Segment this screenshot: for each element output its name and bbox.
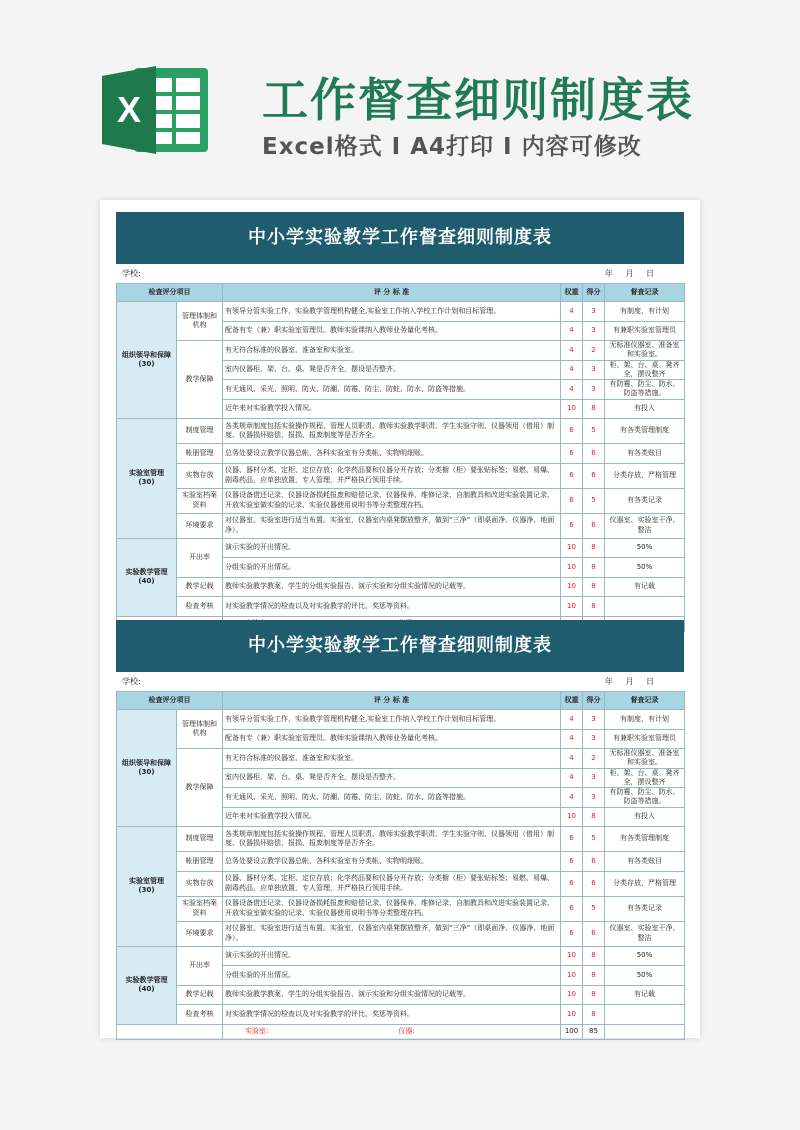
subitem-cell: 教学记载 xyxy=(177,985,223,1005)
criteria-cell: 对实验教学情况的检查以及对实验教学的评比、奖惩等资料。 xyxy=(223,597,561,617)
subitem-cell: 实物存放 xyxy=(177,871,223,896)
criteria-cell: 有无符合标准的仪器室、准备室和实验室。 xyxy=(223,749,561,769)
hero-title: 工作督查细则制度表 xyxy=(262,73,694,127)
total-record xyxy=(605,1024,685,1039)
excel-logo-icon xyxy=(100,64,212,156)
header-item: 检查评分项目 xyxy=(117,692,223,710)
subitem-cell: 制度管理 xyxy=(177,419,223,444)
score-cell[interactable]: 6 xyxy=(583,444,605,464)
table-row xyxy=(117,463,685,488)
weight-cell[interactable]: 4 xyxy=(561,341,583,361)
score-cell[interactable]: 3 xyxy=(583,729,605,749)
score-cell[interactable]: 3 xyxy=(583,321,605,341)
record-cell[interactable]: 有防霉、防尘、防水、防盗等措施。 xyxy=(605,788,685,808)
logo-letter: X xyxy=(116,89,142,130)
record-cell[interactable]: 有防霉、防尘、防水、防盗等措施。 xyxy=(605,380,685,400)
criteria-cell: 分组实验的开出情况。 xyxy=(223,558,561,578)
table-row xyxy=(117,985,685,1005)
subitem-cell: 开出率 xyxy=(177,538,223,577)
score-cell[interactable]: 2 xyxy=(583,749,605,769)
score-cell[interactable]: 6 xyxy=(583,871,605,896)
score-cell[interactable]: 3 xyxy=(583,710,605,730)
weight-cell[interactable]: 6 xyxy=(561,827,583,852)
subitem-cell: 教学保障 xyxy=(177,749,223,827)
criteria-cell: 配备有专（兼）职实验室管理员。教师实验课纳入教师业务量化考核。 xyxy=(223,729,561,749)
weight-cell[interactable]: 10 xyxy=(561,985,583,1005)
weight-cell[interactable]: 4 xyxy=(561,302,583,322)
score-cell[interactable]: 3 xyxy=(583,768,605,788)
criteria-cell: 对仪器室、实验室进行适当布置。实验室、仪器室内桌凳摆放整齐，做到“三净”（即桌面净、仪器净、地面净）。 xyxy=(223,921,561,946)
instrument-label: 仪器: xyxy=(398,1026,415,1035)
category-cell: 实验室管理 (30) xyxy=(117,827,177,947)
lab-label: 实验室: xyxy=(245,1026,269,1035)
subitem-cell: 检查考核 xyxy=(177,1005,223,1025)
score-cell[interactable]: 3 xyxy=(583,302,605,322)
record-cell[interactable]: 有各类管理制度 xyxy=(605,419,685,444)
score-cell[interactable]: 3 xyxy=(583,380,605,400)
weight-cell[interactable]: 6 xyxy=(561,896,583,921)
table-block-2 xyxy=(116,620,684,1040)
record-cell[interactable]: 仪器室、实验室干净、整洁 xyxy=(605,921,685,946)
lab-instrument-cell xyxy=(223,1024,561,1039)
subitem-cell: 教学记载 xyxy=(177,577,223,597)
criteria-cell: 教师实验教学教案、学生的分组实验报告、演示实验和分组实验情况的记载等。 xyxy=(223,985,561,1005)
header-item: 检查评分项目 xyxy=(117,284,223,302)
record-cell[interactable] xyxy=(605,1005,685,1025)
table-body xyxy=(117,710,685,1040)
criteria-cell: 有无通风、采光、照明、防火、防潮、防霉、防尘、防蛀、防水、防盗等措施。 xyxy=(223,788,561,808)
subitem-cell: 开出率 xyxy=(177,946,223,985)
header-criteria: 评 分 标 准 xyxy=(223,284,561,302)
total-row xyxy=(117,1024,685,1039)
score-cell[interactable]: 6 xyxy=(583,513,605,538)
subitem-cell: 管理体制和机构 xyxy=(177,710,223,749)
total-score: 85 xyxy=(583,1024,605,1039)
subitem-cell: 实验室档案资料 xyxy=(177,488,223,513)
table-row xyxy=(117,577,685,597)
weight-cell[interactable]: 4 xyxy=(561,360,583,380)
header-score: 得分 xyxy=(583,284,605,302)
criteria-cell: 对仪器室、实验室进行适当布置。实验室、仪器室内桌凳摆放整齐，做到“三净”（即桌面净、仪器净、地面净）。 xyxy=(223,513,561,538)
weight-cell[interactable]: 6 xyxy=(561,419,583,444)
subitem-cell: 检查考核 xyxy=(177,597,223,617)
criteria-cell: 对实验教学情况的检查以及对实验教学的评比、奖惩等资料。 xyxy=(223,1005,561,1025)
table-row xyxy=(117,921,685,946)
record-cell[interactable]: 有各类账目 xyxy=(605,852,685,872)
table-row xyxy=(117,852,685,872)
weight-cell[interactable]: 10 xyxy=(561,946,583,966)
table-row xyxy=(117,444,685,464)
record-cell[interactable]: 有制度、有计划 xyxy=(605,302,685,322)
score-cell[interactable]: 5 xyxy=(583,488,605,513)
score-cell[interactable]: 8 xyxy=(583,807,605,827)
date-label: 年 月 日 xyxy=(604,677,654,686)
criteria-cell: 演示实验的开出情况。 xyxy=(223,538,561,558)
record-cell[interactable]: 分类存放，严格管理 xyxy=(605,463,685,488)
total-weight: 100 xyxy=(561,1024,583,1039)
weight-cell[interactable]: 6 xyxy=(561,488,583,513)
record-cell[interactable]: 仪器室、实验室干净、整洁 xyxy=(605,513,685,538)
record-cell[interactable]: 有各类记录 xyxy=(605,488,685,513)
score-cell[interactable]: 2 xyxy=(583,341,605,361)
weight-cell[interactable]: 10 xyxy=(561,1005,583,1025)
weight-cell[interactable]: 4 xyxy=(561,380,583,400)
record-cell[interactable]: 有记载 xyxy=(605,577,685,597)
weight-cell[interactable]: 10 xyxy=(561,577,583,597)
header-weight: 权重 xyxy=(561,284,583,302)
score-cell[interactable]: 3 xyxy=(583,788,605,808)
table-row xyxy=(117,896,685,921)
table-row xyxy=(117,749,685,769)
criteria-cell: 近年来对实验教学投入情况。 xyxy=(223,399,561,419)
weight-cell[interactable]: 4 xyxy=(561,710,583,730)
record-cell[interactable]: 有兼职实验室管理员 xyxy=(605,321,685,341)
record-cell[interactable]: 分类存放，严格管理 xyxy=(605,871,685,896)
table-row xyxy=(117,710,685,730)
table-row xyxy=(117,488,685,513)
hero-subtitle: Excel格式 Ⅰ A4打印 Ⅰ 内容可修改 xyxy=(262,134,642,160)
score-cell[interactable]: 8 xyxy=(583,946,605,966)
score-cell[interactable]: 8 xyxy=(583,966,605,986)
category-cell: 实验教学管理 (40) xyxy=(117,538,177,616)
criteria-cell: 室内仪器柜、架、台、桌、凳是否齐全，摆设是否整齐。 xyxy=(223,360,561,380)
score-cell[interactable]: 5 xyxy=(583,896,605,921)
table-row xyxy=(117,513,685,538)
table-row xyxy=(117,341,685,361)
record-cell[interactable]: 无标准仪器室、准备室和实验室。 xyxy=(605,749,685,769)
weight-cell[interactable]: 6 xyxy=(561,871,583,896)
weight-cell[interactable]: 4 xyxy=(561,788,583,808)
record-cell[interactable]: 有各类管理制度 xyxy=(605,827,685,852)
weight-cell[interactable]: 6 xyxy=(561,921,583,946)
table-row xyxy=(117,419,685,444)
weight-cell[interactable]: 10 xyxy=(561,597,583,617)
table-row xyxy=(117,871,685,896)
weight-cell[interactable]: 10 xyxy=(561,966,583,986)
weight-cell[interactable]: 4 xyxy=(561,768,583,788)
weight-cell[interactable]: 10 xyxy=(561,399,583,419)
table-row xyxy=(117,597,685,617)
record-cell[interactable]: 50% xyxy=(605,966,685,986)
subitem-cell: 环境要求 xyxy=(177,513,223,538)
record-cell[interactable]: 有投入 xyxy=(605,807,685,827)
school-label: 学校: xyxy=(122,269,141,278)
weight-cell[interactable]: 10 xyxy=(561,538,583,558)
weight-cell[interactable]: 6 xyxy=(561,852,583,872)
record-cell[interactable]: 柜、架、台、桌、凳齐全，摆设整齐 xyxy=(605,768,685,788)
category-cell: 组织领导和保障 (30) xyxy=(117,302,177,419)
record-cell[interactable]: 有各类记录 xyxy=(605,896,685,921)
category-cell: 实验室管理 (30) xyxy=(117,419,177,539)
subitem-cell: 实物存放 xyxy=(177,463,223,488)
criteria-cell: 总务处要设立教学仪器总帐，各科实验室有分类帐、实物明细账。 xyxy=(223,852,561,872)
date-label: 年 月 日 xyxy=(604,269,654,278)
score-cell[interactable]: 8 xyxy=(583,558,605,578)
score-cell[interactable]: 8 xyxy=(583,597,605,617)
weight-cell[interactable]: 4 xyxy=(561,729,583,749)
record-cell[interactable]: 50% xyxy=(605,946,685,966)
score-cell[interactable]: 6 xyxy=(583,852,605,872)
inspection-table xyxy=(116,283,685,632)
score-cell[interactable]: 3 xyxy=(583,360,605,380)
score-cell[interactable]: 8 xyxy=(583,985,605,1005)
criteria-cell: 仪器设备借还记录、仪器设备损耗报废和赔偿记录、仪器保养、维修记录、自制教具和改进实验装置记录、开放实验室做实验的记录、实验仪器使用说明书等分类整理存档。 xyxy=(223,896,561,921)
weight-cell[interactable]: 6 xyxy=(561,444,583,464)
subitem-cell: 管理体制和机构 xyxy=(177,302,223,341)
school-label: 学校: xyxy=(122,677,141,686)
table-block-1 xyxy=(116,212,684,632)
header-record: 督查记录 xyxy=(605,284,685,302)
record-cell[interactable]: 无标准仪器室、准备室和实验室。 xyxy=(605,341,685,361)
score-cell[interactable]: 5 xyxy=(583,827,605,852)
category-cell: 组织领导和保障 (30) xyxy=(117,710,177,827)
table-title: 中小学实验教学工作督查细则制度表 xyxy=(116,620,684,672)
criteria-cell: 有无通风、采光、照明、防火、防潮、防霉、防尘、防蛀、防水、防盗等措施。 xyxy=(223,380,561,400)
inspection-table xyxy=(116,691,685,1040)
header-record: 督查记录 xyxy=(605,692,685,710)
subitem-cell: 实验室档案资料 xyxy=(177,896,223,921)
header-weight: 权重 xyxy=(561,692,583,710)
criteria-cell: 仪器、器材分类、定柜、定位存放；化学药品要和仪器分开存放；分类橱（柜）要张贴标签；易燃、易爆、剧毒药品，应单独放置，专人管理，并严格执行领用手续。 xyxy=(223,463,561,488)
record-cell[interactable]: 50% xyxy=(605,538,685,558)
criteria-cell: 分组实验的开出情况。 xyxy=(223,966,561,986)
table-title: 中小学实验教学工作督查细则制度表 xyxy=(116,212,684,264)
criteria-cell: 有领导分管实验工作，实验教学管理机构健全,实验室工作纳入学校工作计划和目标管理。 xyxy=(223,302,561,322)
table-body xyxy=(117,302,685,632)
criteria-cell: 有领导分管实验工作，实验教学管理机构健全,实验室工作纳入学校工作计划和目标管理。 xyxy=(223,710,561,730)
criteria-cell: 各类规章制度包括实验操作规程、管理人员职责、教师实验教学职责、学生实验守则、仪器领用（借用）制度、仪器损坏赔偿、报损、报废制度等是否齐全。 xyxy=(223,827,561,852)
header-row xyxy=(117,284,685,302)
record-cell[interactable] xyxy=(605,597,685,617)
weight-cell[interactable]: 6 xyxy=(561,513,583,538)
document-sheet xyxy=(100,200,700,1038)
weight-cell[interactable]: 6 xyxy=(561,463,583,488)
record-cell[interactable]: 有投入 xyxy=(605,399,685,419)
hero-banner xyxy=(0,0,800,190)
weight-cell[interactable]: 4 xyxy=(561,321,583,341)
subitem-cell: 环境要求 xyxy=(177,921,223,946)
score-cell[interactable]: 8 xyxy=(583,538,605,558)
header-score: 得分 xyxy=(583,692,605,710)
header-criteria: 评 分 标 准 xyxy=(223,692,561,710)
school-line xyxy=(116,264,684,283)
category-cell: 实验教学管理 (40) xyxy=(117,946,177,1024)
score-cell[interactable]: 6 xyxy=(583,463,605,488)
score-cell[interactable]: 8 xyxy=(583,1005,605,1025)
table-row xyxy=(117,1005,685,1025)
table-row xyxy=(117,946,685,966)
weight-cell[interactable]: 4 xyxy=(561,749,583,769)
record-cell[interactable]: 有制度、有计划 xyxy=(605,710,685,730)
weight-cell[interactable]: 10 xyxy=(561,807,583,827)
criteria-cell: 演示实验的开出情况。 xyxy=(223,946,561,966)
subitem-cell: 制度管理 xyxy=(177,827,223,852)
record-cell[interactable]: 有兼职实验室管理员 xyxy=(605,729,685,749)
criteria-cell: 仪器、器材分类、定柜、定位存放；化学药品要和仪器分开存放；分类橱（柜）要张贴标签；易燃、易爆、剧毒药品，应单独放置，专人管理，并严格执行领用手续。 xyxy=(223,871,561,896)
score-cell[interactable]: 8 xyxy=(583,399,605,419)
criteria-cell: 仪器设备借还记录、仪器设备损耗报废和赔偿记录、仪器保养、维修记录、自制教具和改进实验装置记录、开放实验室做实验的记录、实验仪器使用说明书等分类整理存档。 xyxy=(223,488,561,513)
subitem-cell: 教学保障 xyxy=(177,341,223,419)
school-line xyxy=(116,672,684,691)
score-cell[interactable]: 8 xyxy=(583,577,605,597)
table-row xyxy=(117,302,685,322)
criteria-cell: 总务处要设立教学仪器总帐，各科实验室有分类帐、实物明细账。 xyxy=(223,444,561,464)
total-spacer xyxy=(117,1024,223,1039)
table-row xyxy=(117,538,685,558)
subitem-cell: 帐册管理 xyxy=(177,852,223,872)
criteria-cell: 配备有专（兼）职实验室管理员。教师实验课纳入教师业务量化考核。 xyxy=(223,321,561,341)
record-cell[interactable]: 50% xyxy=(605,558,685,578)
criteria-cell: 教师实验教学教案、学生的分组实验报告、演示实验和分组实验情况的记载等。 xyxy=(223,577,561,597)
criteria-cell: 室内仪器柜、架、台、桌、凳是否齐全，摆设是否整齐。 xyxy=(223,768,561,788)
criteria-cell: 近年来对实验教学投入情况。 xyxy=(223,807,561,827)
record-cell[interactable]: 柜、架、台、桌、凳齐全，摆设整齐 xyxy=(605,360,685,380)
table-row xyxy=(117,827,685,852)
record-cell[interactable]: 有记载 xyxy=(605,985,685,1005)
score-cell[interactable]: 6 xyxy=(583,921,605,946)
weight-cell[interactable]: 10 xyxy=(561,558,583,578)
score-cell[interactable]: 5 xyxy=(583,419,605,444)
record-cell[interactable]: 有各类账目 xyxy=(605,444,685,464)
subitem-cell: 帐册管理 xyxy=(177,444,223,464)
criteria-cell: 有无符合标准的仪器室、准备室和实验室。 xyxy=(223,341,561,361)
header-row xyxy=(117,692,685,710)
criteria-cell: 各类规章制度包括实验操作规程、管理人员职责、教师实验教学职责、学生实验守则、仪器领用（借用）制度、仪器损坏赔偿、报损、报废制度等是否齐全。 xyxy=(223,419,561,444)
